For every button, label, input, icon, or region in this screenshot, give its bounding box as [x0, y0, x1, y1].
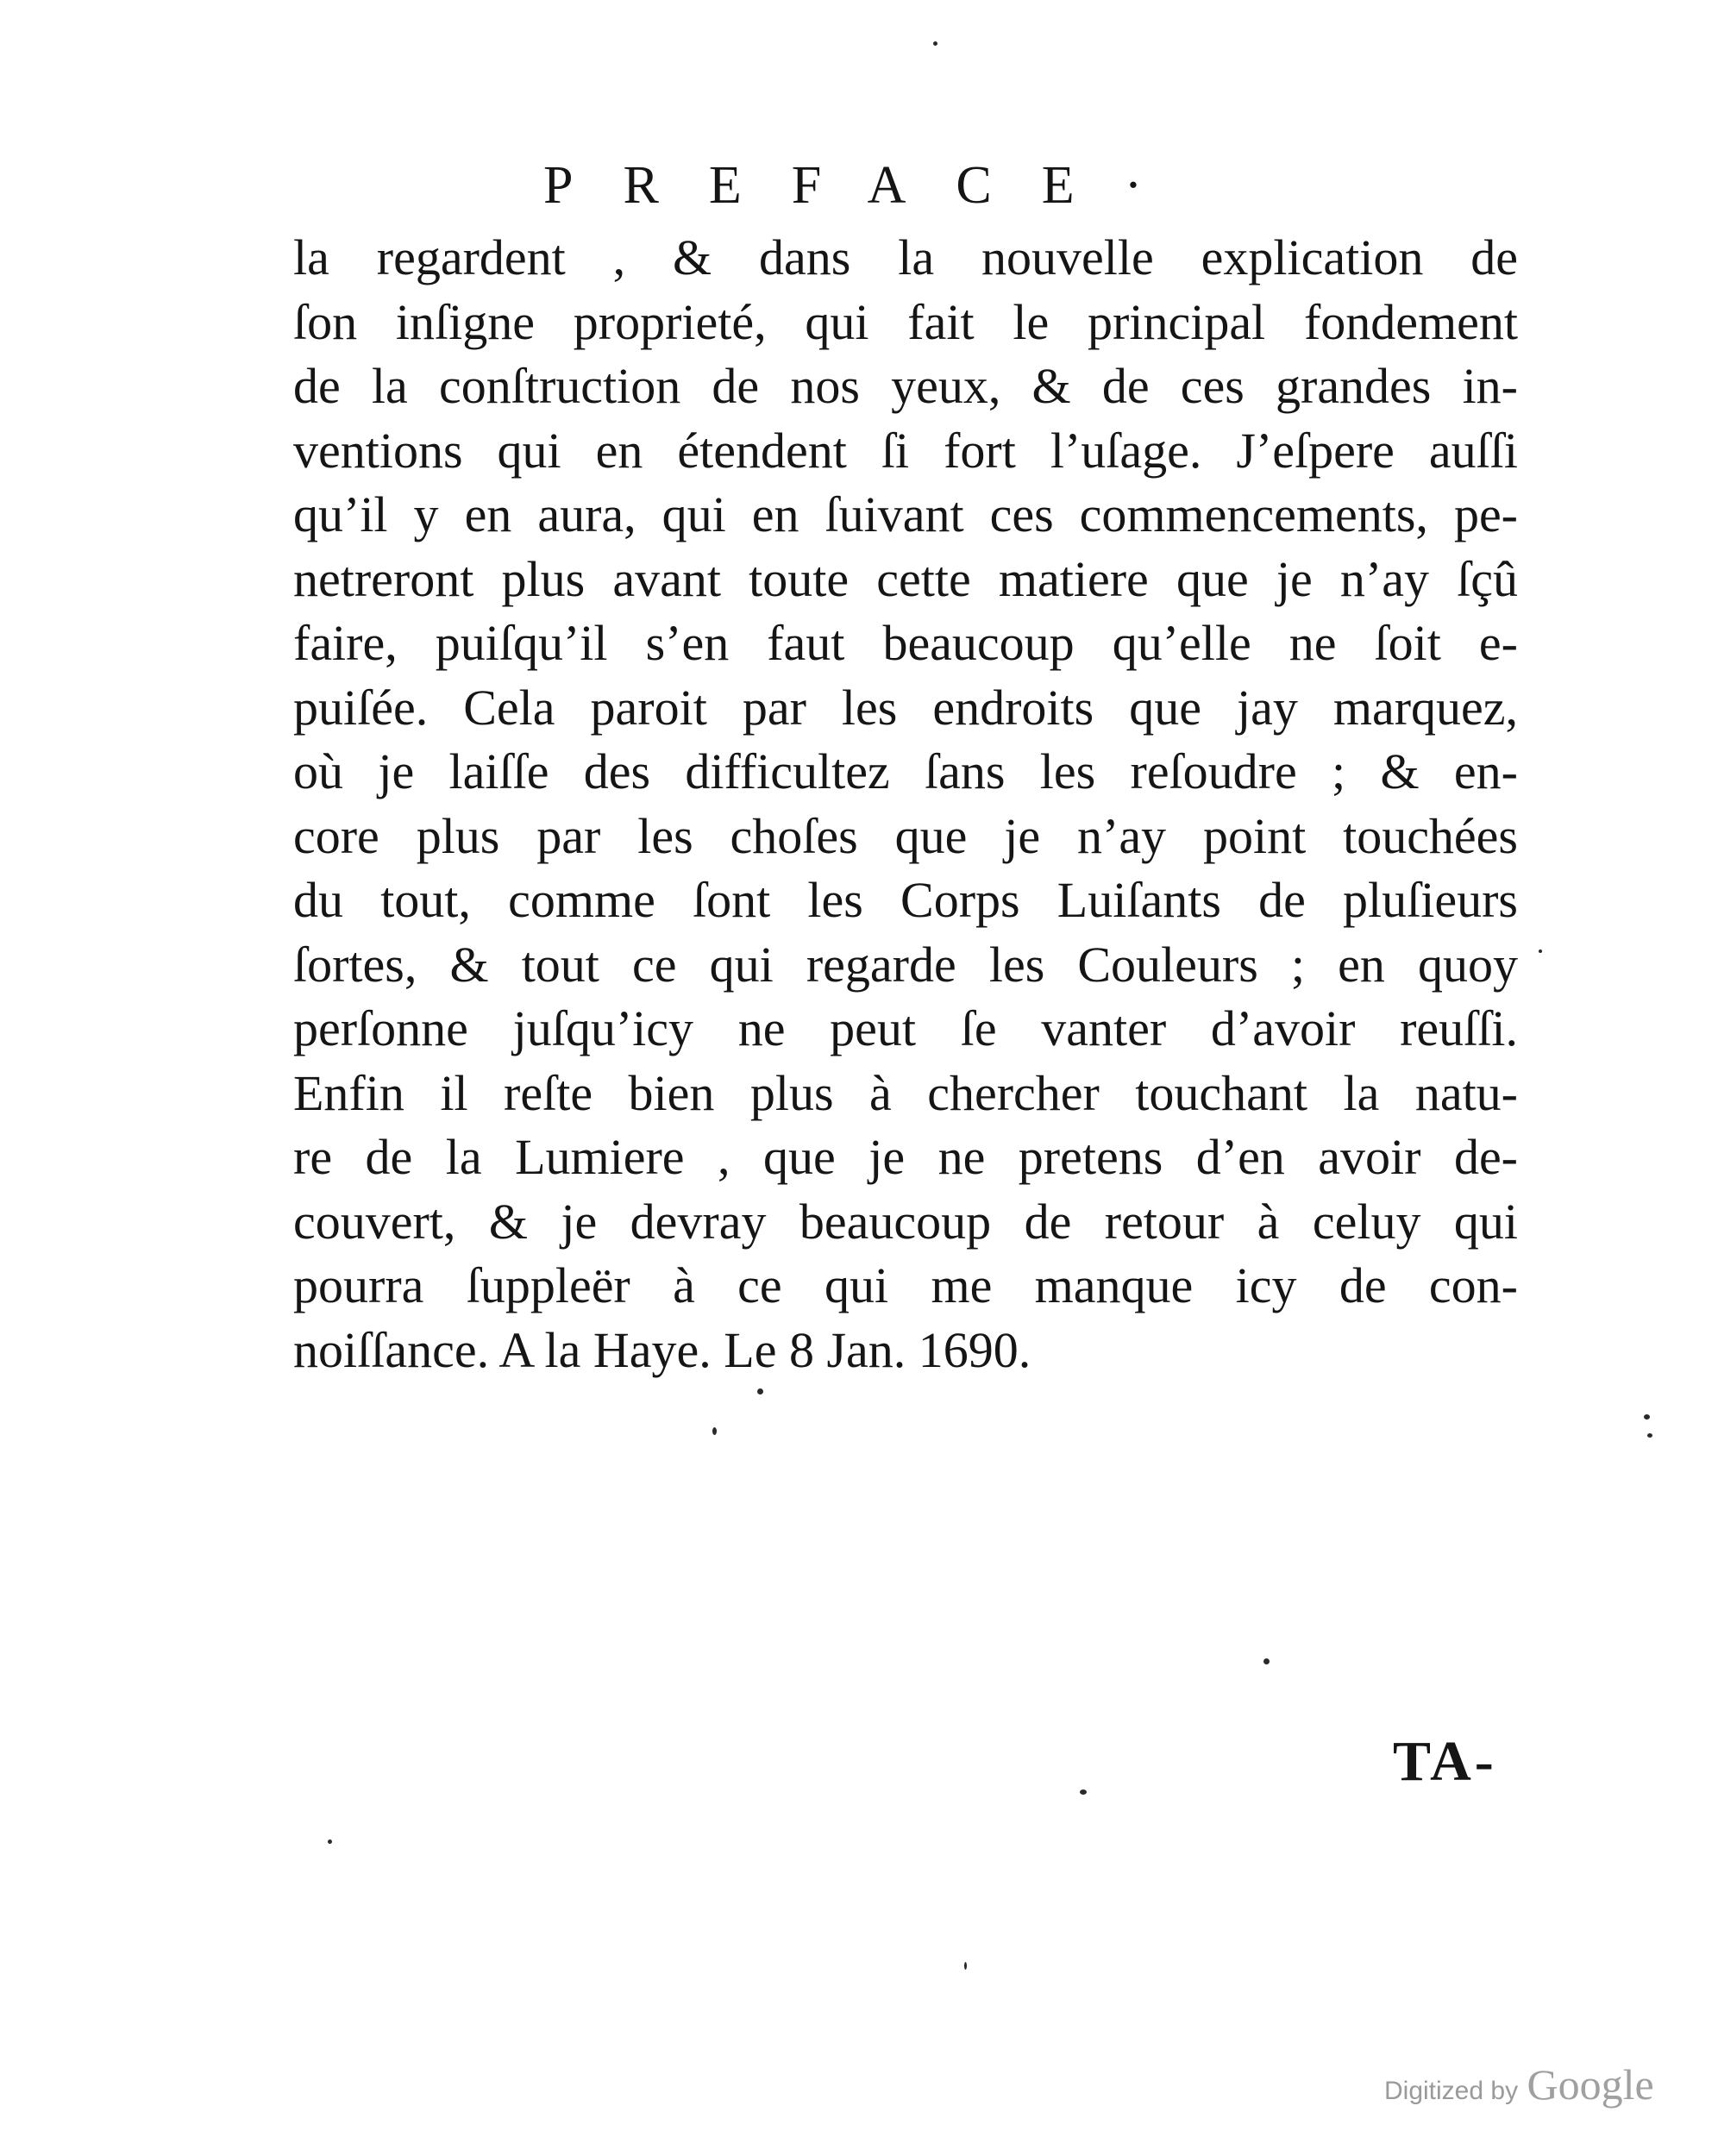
closing-line-date: noiſſance. A la Haye. Le 8 Jan. 1690.	[293, 1321, 1031, 1378]
ink-speck	[712, 1427, 717, 1435]
ink-speck	[1539, 950, 1542, 953]
digitized-watermark	[1384, 2059, 1654, 2109]
watermark-prefix: Digitized by	[1384, 2077, 1519, 2105]
text-line: ſortes, & tout ce qui regarde les Couleurs ; en quoy	[293, 936, 1518, 993]
text-line: netreront plus avant toute cette matiere que je n’ay ſçû	[293, 550, 1518, 607]
catchword: TA-	[1393, 1730, 1497, 1793]
ink-speck	[964, 1962, 967, 1970]
text-line: couvert, & je devray beaucoup de retour à celuy qui	[293, 1193, 1518, 1250]
ink-speck	[1080, 1789, 1087, 1795]
text-line: du tout, comme ſont les Corps Luiſants de pluſieurs	[293, 872, 1518, 928]
text-line: faire, puiſqu’il s’en faut beaucoup qu’elle ne ſoit e-	[293, 615, 1518, 671]
text-line: la regardent , & dans la nouvelle explication de	[293, 229, 1518, 285]
ink-speck	[1647, 1433, 1652, 1438]
text-line: ſon inſigne proprieté, qui fait le principal fondement	[293, 293, 1518, 350]
text-line: de la conſtruction de nos yeux, & de ces grandes in-	[293, 358, 1518, 414]
text-line: où je laiſſe des difficultez ſans les reſoudre ; & en-	[293, 743, 1518, 799]
text-line: puiſée. Cela paroit par les endroits que jay marquez,	[293, 679, 1518, 736]
text-line: Enfin il reſte bien plus à chercher touchant la natu-	[293, 1064, 1518, 1121]
text-line: ventions qui en étendent ſi fort l’uſage. J’eſpere auſſi	[293, 422, 1518, 479]
running-head: PREFACE·	[543, 156, 1193, 215]
ink-speck	[328, 1839, 332, 1844]
ink-speck	[1263, 1658, 1270, 1664]
text-line: core plus par les choſes que je n’ay point touchées	[293, 807, 1518, 864]
text-line: re de la Lumiere , que je ne pretens d’en avoir de-	[293, 1129, 1518, 1185]
ink-speck	[933, 41, 937, 46]
text-line: qu’il y en aura, qui en ſuivant ces commencements, pe-	[293, 486, 1518, 542]
text-line: pourra ſuppleër à ce qui me manque icy de con-	[293, 1257, 1518, 1313]
ink-speck	[757, 1388, 763, 1395]
preface-body-text	[293, 226, 1518, 1382]
text-line: perſonne juſqu’icy ne peut ſe vanter d’avoir reuſſi.	[293, 1000, 1518, 1056]
watermark-brand-logo: Google	[1527, 2060, 1654, 2109]
ink-speck	[1644, 1414, 1650, 1420]
